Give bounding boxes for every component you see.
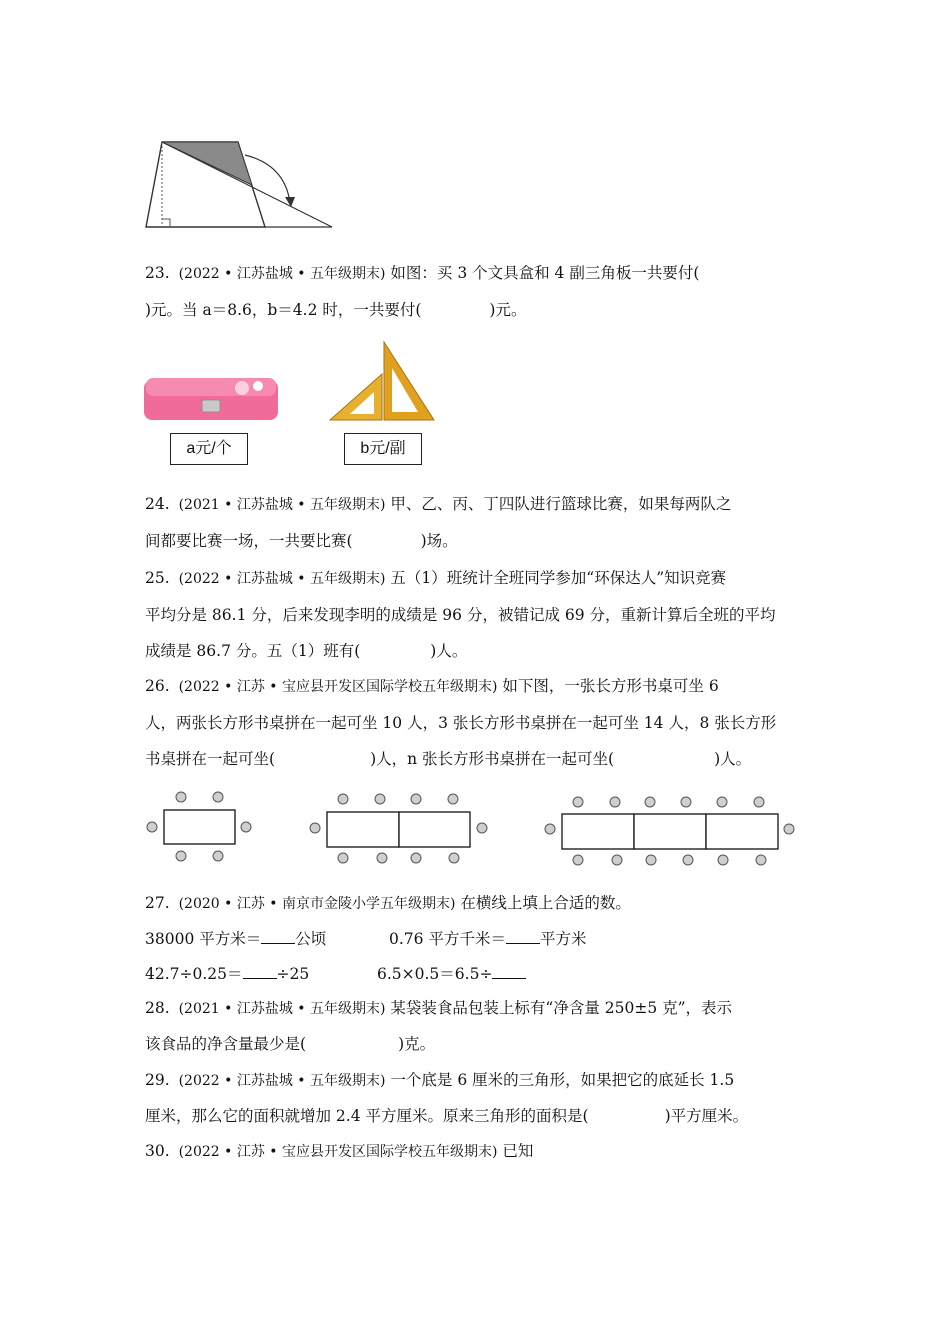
seat xyxy=(411,794,421,804)
desk xyxy=(562,814,634,849)
q27-blank-2[interactable] xyxy=(506,927,540,944)
q24-text-b: 间都要比赛一场，一共要比赛( xyxy=(145,532,353,550)
seat xyxy=(645,797,655,807)
q30-number: 30. xyxy=(145,1142,170,1160)
q28-number: 28. xyxy=(145,999,170,1017)
seat xyxy=(754,797,764,807)
q29-text-c: )平方厘米。 xyxy=(664,1107,749,1125)
q27-row2-left-b: ÷25 xyxy=(276,965,310,983)
q27-blank-3[interactable] xyxy=(243,962,277,979)
q25-source: (2022 • 江苏盐城 • 五年级期末) xyxy=(178,571,386,587)
q25-text-c: 成绩是 86.7 分。五（1）班有( xyxy=(145,642,361,660)
seat xyxy=(310,823,320,833)
seat xyxy=(377,853,387,863)
seat xyxy=(683,855,693,865)
q27-blank-4[interactable] xyxy=(492,962,526,979)
pencil-box-price-label: a元/个 xyxy=(170,433,248,465)
q27-row1-right-b: 平方米 xyxy=(539,930,587,948)
seat xyxy=(449,853,459,863)
seat xyxy=(756,855,766,865)
q27-text-a: 在横线上填上合适的数。 xyxy=(460,894,631,912)
seat xyxy=(213,851,223,861)
q26-number: 26. xyxy=(145,677,170,695)
pencil-box-decoration xyxy=(253,381,263,391)
q23-text-c: )元。 xyxy=(489,301,527,319)
q25-text-d: )人。 xyxy=(430,642,468,660)
seat xyxy=(338,853,348,863)
q29-text-a: 一个底是 6 厘米的三角形，如果把它的底延长 1.5 xyxy=(390,1071,735,1089)
seat xyxy=(411,853,421,863)
desk xyxy=(327,812,399,847)
desk xyxy=(706,814,778,849)
q27-blank-1[interactable] xyxy=(261,927,295,944)
q26-source: (2022 • 江苏 • 宝应县开发区国际学校五年级期末) xyxy=(178,679,498,695)
q23-text-b: )元。当 a＝8.6，b＝4.2 时，一共要付( xyxy=(145,301,422,319)
pencil-box-image xyxy=(142,374,280,424)
seat xyxy=(784,824,794,834)
seat xyxy=(477,823,487,833)
q30-text-a: 已知 xyxy=(502,1142,534,1160)
q27-row1-left-a: 38000 平方米＝ xyxy=(145,930,262,948)
q27-row1-left-b: 公顷 xyxy=(295,930,327,948)
seat xyxy=(545,824,555,834)
q29-source: (2022 • 江苏盐城 • 五年级期末) xyxy=(178,1073,386,1089)
seat xyxy=(241,822,251,832)
q28-text-a: 某袋装食品包装上标有“净含量 250±5 克”，表示 xyxy=(390,999,733,1017)
q28-text-c: )克。 xyxy=(398,1035,436,1053)
pencil-box-decoration xyxy=(235,381,249,395)
q24-text-c: )场。 xyxy=(420,532,458,550)
q27-row1-right-a: 0.76 平方千米＝ xyxy=(389,930,506,948)
triangle-ruler-image xyxy=(326,340,436,422)
trapezoid-rotation-figure xyxy=(140,135,340,235)
rotation-arrow xyxy=(245,155,290,203)
seat xyxy=(646,855,656,865)
two-desk-group xyxy=(310,794,487,863)
q23-source: (2022 • 江苏盐城 • 五年级期末) xyxy=(178,266,386,282)
q25-number: 25. xyxy=(145,569,170,587)
q26-text-a: 如下图，一张长方形书桌可坐 6 xyxy=(502,677,719,695)
seat xyxy=(213,792,223,802)
q23-number: 23. xyxy=(145,264,170,282)
pencil-box-clasp xyxy=(202,400,220,412)
q25-text-b: 平均分是 86.1 分，后来发现李明的成绩是 96 分，被错记成 69 分，重新计算后全班的平均 xyxy=(145,606,776,624)
seat xyxy=(573,797,583,807)
q24-text-a: 甲、乙、丙、丁四队进行篮球比赛，如果每两队之 xyxy=(390,495,732,513)
three-desk-group xyxy=(545,797,794,865)
seat xyxy=(176,792,186,802)
q28-source: (2021 • 江苏盐城 • 五年级期末) xyxy=(178,1001,386,1017)
desk xyxy=(399,812,470,847)
q24-source: (2021 • 江苏盐城 • 五年级期末) xyxy=(178,497,386,513)
seat xyxy=(448,794,458,804)
q25-text-a: 五（1）班统计全班同学参加“环保达人”知识竞赛 xyxy=(390,569,727,587)
q28-text-b: 该食品的净含量最少是( xyxy=(145,1035,307,1053)
q27-number: 27. xyxy=(145,894,170,912)
seat xyxy=(681,797,691,807)
seat xyxy=(717,797,727,807)
q26-text-b: 人，两张长方形书桌拼在一起可坐 10 人，3 张长方形书桌拼在一起可坐 14 人，8 张长方形 xyxy=(145,714,777,732)
desk-arrangement-figure xyxy=(140,786,800,866)
seat xyxy=(147,822,157,832)
desk xyxy=(634,814,706,849)
desk xyxy=(164,810,235,844)
seat xyxy=(338,794,348,804)
q26-text-e: )人。 xyxy=(714,750,752,768)
seat xyxy=(612,855,622,865)
diagonal-line xyxy=(162,142,332,227)
q26-text-d: )人，n 张长方形书桌拼在一起可坐( xyxy=(370,750,615,768)
q29-number: 29. xyxy=(145,1071,170,1089)
q27-row2-right-a: 6.5×0.5＝6.5÷ xyxy=(377,965,493,983)
q24-number: 24. xyxy=(145,495,170,513)
q30-source: (2022 • 江苏 • 宝应县开发区国际学校五年级期末) xyxy=(178,1144,498,1160)
seat xyxy=(176,851,186,861)
q26-text-c: 书桌拼在一起可坐( xyxy=(145,750,276,768)
seat xyxy=(610,797,620,807)
q23-text-a: 如图：买 3 个文具盒和 4 副三角板一共要付( xyxy=(390,264,700,282)
seat xyxy=(375,794,385,804)
seat xyxy=(573,855,583,865)
seat xyxy=(718,855,728,865)
q27-source: (2020 • 江苏 • 南京市金陵小学五年级期末) xyxy=(178,896,456,912)
right-angle-mark xyxy=(162,219,170,227)
one-desk-group xyxy=(147,792,251,861)
q29-text-b: 厘米，那么它的面积就增加 2.4 平方厘米。原来三角形的面积是( xyxy=(145,1107,589,1125)
triangle-ruler-price-label: b元/副 xyxy=(344,433,422,465)
q27-row2-left-a: 42.7÷0.25＝ xyxy=(145,965,243,983)
